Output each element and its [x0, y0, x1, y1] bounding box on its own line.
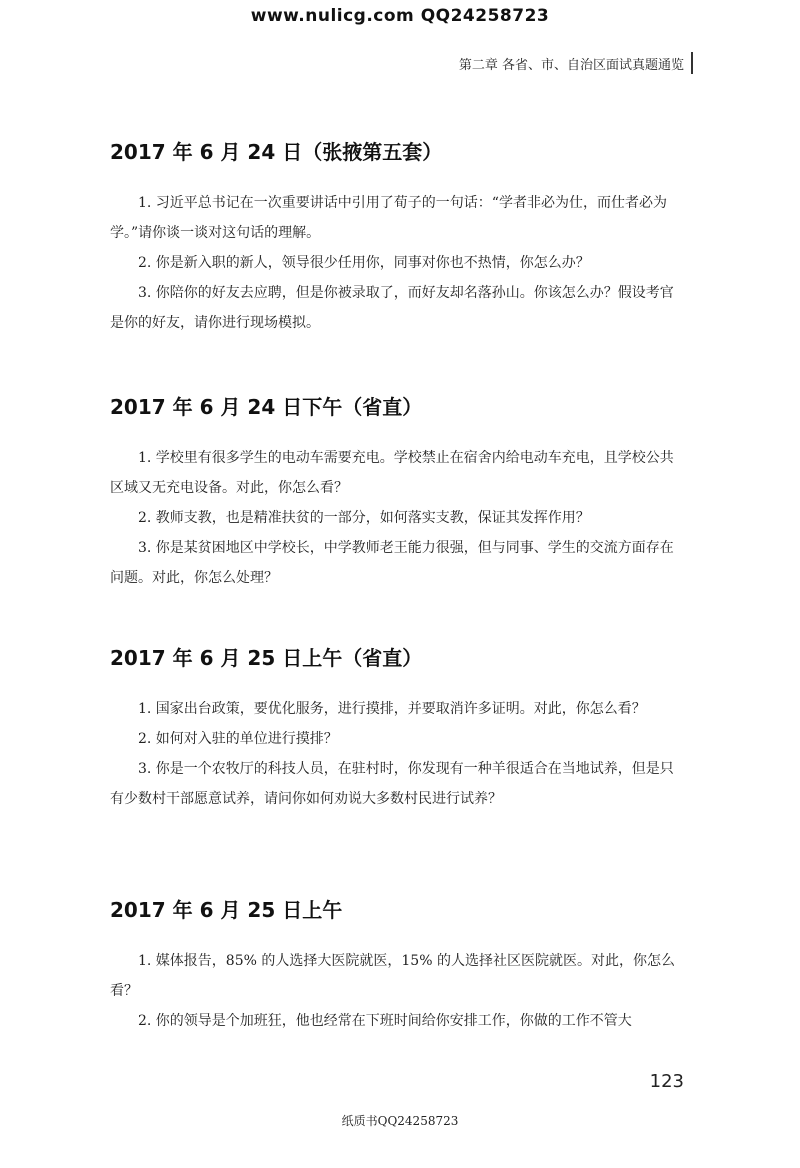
- question-item: 1. 媒体报告，85% 的人选择大医院就医，15% 的人选择社区医院就医。对此，你怎么看？: [110, 953, 675, 999]
- section-1: [110, 130, 685, 338]
- section-2: [110, 385, 685, 593]
- question-item: 1. 学校里有很多学生的电动车需要充电。学校禁止在宿舍内给电动车充电，且学校公共区域又无充电设备。对此，你怎么看？: [110, 450, 674, 496]
- question-item: 3. 你是一个农牧厅的科技人员，在驻村时，你发现有一种羊很适合在当地试养，但是只有少数村干部愿意试养，请问你如何劝说大多数村民进行试养？: [110, 761, 674, 807]
- question-item: 2. 你是新入职的新人，领导很少任用你，同事对你也不热情，你怎么办？: [138, 255, 590, 271]
- section-4: [110, 888, 685, 1036]
- watermark-text: www.nulicg.com QQ24258723: [250, 6, 550, 26]
- section-title: 2017 年 6 月 25 日上午（省直）: [110, 646, 423, 670]
- section-title: 2017 年 6 月 25 日上午: [110, 898, 343, 922]
- page-number: 123: [649, 1071, 684, 1092]
- question-item: 1. 国家出台政策，要优化服务，进行摸排，并要取消许多证明。对此，你怎么看？: [138, 701, 646, 717]
- question-item: 1. 习近平总书记在一次重要讲话中引用了荀子的一句话：“学者非必为仕，而仕者必为学。”请你谈一谈对这句话的理解。: [110, 195, 667, 241]
- question-item: 3. 你是某贫困地区中学校长，中学教师老王能力很强，但与同事、学生的交流方面存在问题。对此，你怎么处理？: [110, 540, 674, 586]
- section-title: 2017 年 6 月 24 日（张掖第五套）: [110, 140, 443, 164]
- section-title: 2017 年 6 月 24 日下午（省直）: [110, 395, 423, 419]
- question-item: 2. 如何对入驻的单位进行摸排？: [138, 731, 338, 747]
- section-3: [110, 636, 685, 814]
- question-item: 3. 你陪你的好友去应聘，但是你被录取了，而好友却名落孙山。你该怎么办？假设考官是你的好友，请你进行现场模拟。: [110, 285, 674, 331]
- header-rule: [691, 52, 693, 74]
- running-head: 第二章 各省、市、自治区面试真题通览: [458, 58, 684, 73]
- question-item: 2. 你的领导是个加班狂，他也经常在下班时间给你安排工作，你做的工作不管大: [138, 1013, 632, 1029]
- question-item: 2. 教师支教，也是精准扶贫的一部分，如何落实支教，保证其发挥作用？: [138, 510, 590, 526]
- footer-text: 纸质书QQ24258723: [341, 1114, 459, 1128]
